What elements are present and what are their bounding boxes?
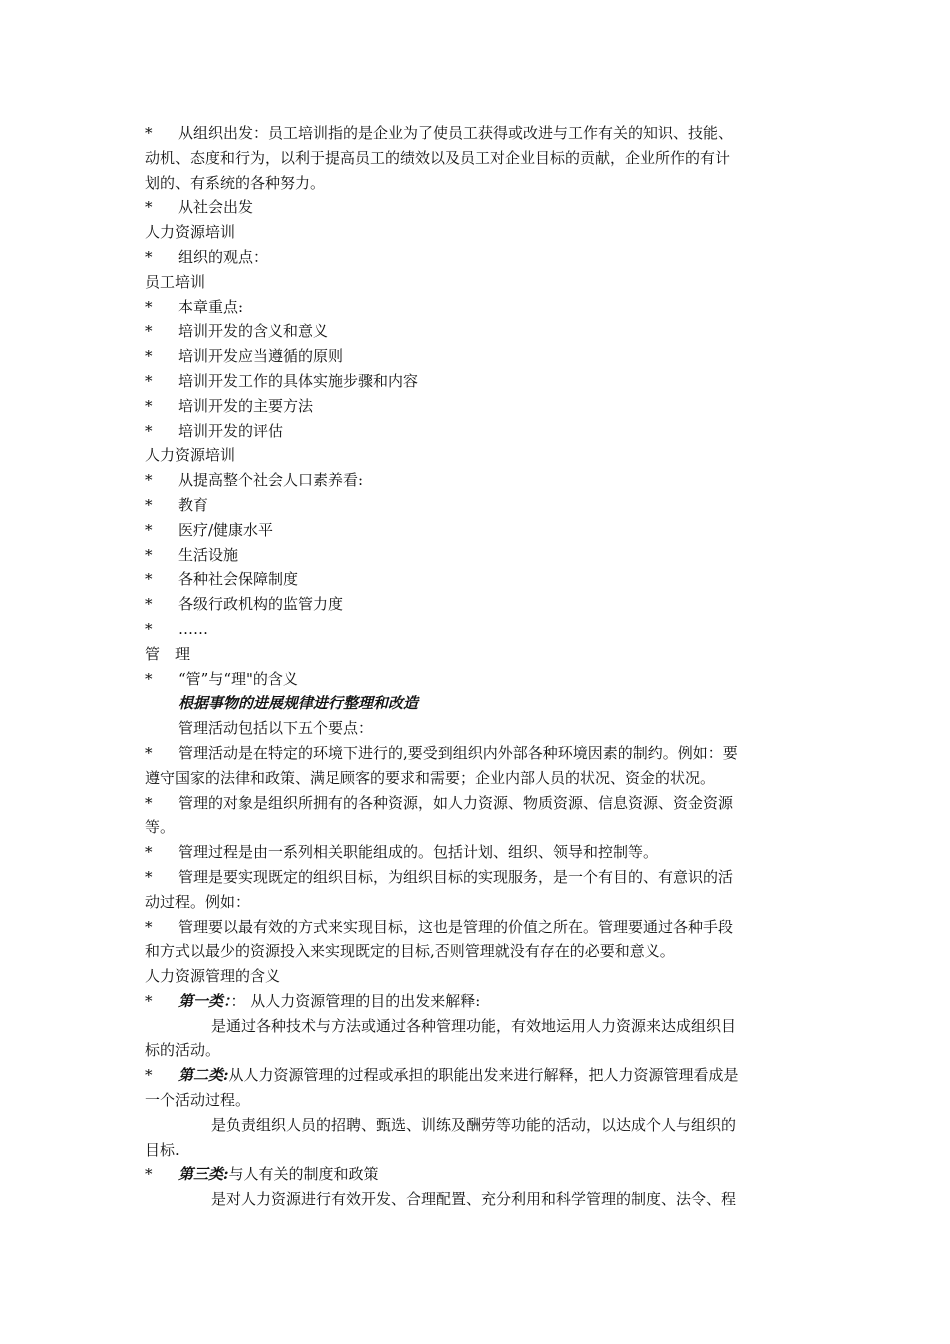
text-line: 人力资源培训 bbox=[145, 223, 236, 242]
bullet-line: * 本章重点: bbox=[145, 295, 807, 320]
bullet-line: * 管理是要实现既定的组织目标，为组织目标的实现服务，是一个有目的、有意识的活 bbox=[145, 865, 807, 890]
text-line: 人力资源培训 bbox=[145, 446, 236, 465]
bullet-line: * 从提高整个社会人口素养看: bbox=[145, 468, 807, 493]
category-label: 第一类： bbox=[178, 991, 231, 1010]
text-line: 员工培训 bbox=[145, 272, 206, 291]
indented-line: 是对人力资源进行有效开发、合理配置、充分利用和科学管理的制度、法令、程 bbox=[211, 1190, 737, 1209]
bullet-line: * 医疗/健康水平 bbox=[145, 518, 807, 543]
indented-line: 管理活动包括以下五个要点： bbox=[178, 719, 374, 738]
document-page bbox=[145, 121, 807, 1212]
bullet-line: * 从社会出发 bbox=[145, 195, 807, 220]
bullet-line: * 管理活动是在特定的环境下进行的,要受到组织内外部各种环境因素的制约。例如：要 bbox=[145, 741, 807, 766]
category-label: 第三类: bbox=[178, 1165, 229, 1184]
bullet-line: * 管理要以最有效的方式来实现目标，这也是管理的价值之所在。管理要通过各种手段 bbox=[145, 915, 807, 940]
indented-line: 是负责组织人员的招聘、甄选、训练及酬劳等功能的活动，以达成个人与组织的 bbox=[211, 1115, 737, 1134]
text-line: 动过程。例如： bbox=[145, 892, 251, 911]
text-line: 标的活动。 bbox=[145, 1041, 221, 1060]
bullet-line: * …… bbox=[145, 617, 807, 642]
bullet-line: * 培训开发的主要方法 bbox=[145, 394, 807, 419]
bullet-line: * 管理的对象是组织所拥有的各种资源，如人力资源、物质资源、信息资源、资金资源 bbox=[145, 791, 807, 816]
emphasis-line: 根据事物的进展规律进行整理和改造 bbox=[178, 694, 419, 713]
bullet-line: * 各级行政机构的监管力度 bbox=[145, 592, 807, 617]
text-line: 等。 bbox=[145, 818, 176, 837]
bullet-line: * 培训开发的含义和意义 bbox=[145, 319, 807, 344]
text-line: 划的、有系统的各种努力。 bbox=[145, 173, 326, 192]
bullet-labeled-line bbox=[145, 1162, 807, 1187]
indented-line: 是通过各种技术与方法或通过各种管理功能，有效地运用人力资源来达成组织目 bbox=[211, 1016, 737, 1035]
bullet-line: * 管理过程是由一系列相关职能组成的。包括计划、组织、领导和控制等。 bbox=[145, 840, 807, 865]
text-line: 目标. bbox=[145, 1140, 180, 1159]
bullet-labeled-line bbox=[145, 1063, 807, 1088]
category-text: 从人力资源管理的过程或承担的职能出发来进行解释，把人力资源管理看成是 bbox=[228, 1066, 739, 1085]
bullet-labeled-line bbox=[145, 989, 807, 1014]
text-line: 一个活动过程。 bbox=[145, 1091, 251, 1110]
bullet-line: * 培训开发的评估 bbox=[145, 419, 807, 444]
category-text: 与人有关的制度和政策 bbox=[228, 1165, 379, 1184]
text-line: 人力资源管理的含义 bbox=[145, 967, 281, 986]
bullet-line: * 从组织出发：员工培训指的是企业为了使员工获得或改进与工作有关的知识、技能、 bbox=[145, 121, 807, 146]
category-label: 第二类: bbox=[178, 1066, 229, 1085]
bullet-line: * 生活设施 bbox=[145, 543, 807, 568]
text-line: 管 理 bbox=[145, 644, 191, 663]
bullet-line: * 教育 bbox=[145, 493, 807, 518]
bullet-line: * 培训开发工作的具体实施步骤和内容 bbox=[145, 369, 807, 394]
text-line: 遵守国家的法律和政策、满足顾客的要求和需要；企业内部人员的状况、资金的状况。 bbox=[145, 768, 716, 787]
bullet-line: * 各种社会保障制度 bbox=[145, 567, 807, 592]
text-line: 动机、态度和行为，以利于提高员工的绩效以及员工对企业目标的贡献，企业所作的有计 bbox=[145, 148, 731, 167]
bullet-line: * 组织的观点： bbox=[145, 245, 807, 270]
bullet-line: * “管”与“理"的含义 bbox=[145, 667, 807, 692]
bullet-line: * 培训开发应当遵循的原则 bbox=[145, 344, 807, 369]
category-text: ： 从人力资源管理的目的出发来解释: bbox=[230, 991, 481, 1010]
text-line: 和方式以最少的资源投入来实现既定的目标,否则管理就没有存在的必要和意义。 bbox=[145, 942, 675, 961]
